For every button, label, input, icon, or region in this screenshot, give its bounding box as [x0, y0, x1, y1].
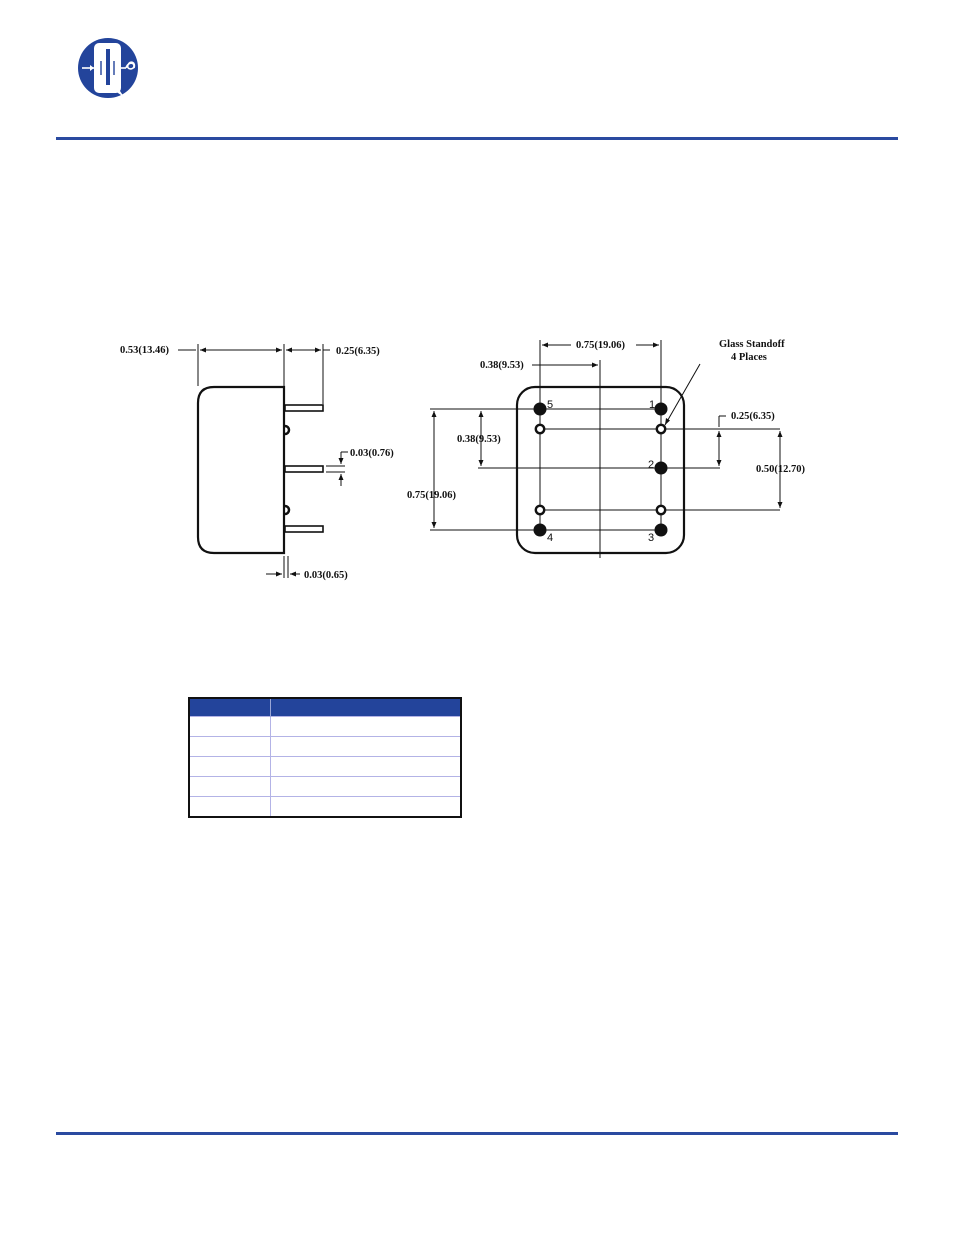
- footer-rule: [56, 1132, 898, 1135]
- pin-number: 5: [547, 399, 554, 411]
- table-cell: [189, 797, 271, 818]
- header-rule: [56, 137, 898, 140]
- bottom-dim-center-y: 0.38(9.53): [457, 434, 501, 445]
- table-cell: [271, 737, 462, 757]
- bottom-view: [430, 340, 780, 558]
- bottom-dim-center-x: 0.38(9.53): [480, 360, 524, 371]
- side-dim-standoff: 0.03(0.65): [304, 570, 348, 581]
- table-row: [189, 797, 461, 818]
- table-header-cell: [189, 698, 271, 717]
- pin-number: 4: [547, 532, 554, 544]
- bottom-dim-height: 0.75(19.06): [407, 490, 456, 501]
- table-header-row: [189, 698, 461, 717]
- table-row: [189, 717, 461, 737]
- table-cell: [271, 717, 462, 737]
- bottom-dim-width: 0.75(19.06): [576, 340, 625, 351]
- table-cell: [189, 777, 271, 797]
- table-row: [189, 737, 461, 757]
- side-view: [178, 344, 348, 578]
- side-dim-body-depth: 0.53(13.46): [120, 345, 169, 356]
- bottom-dim-standoff-spacing: 0.50(12.70): [756, 464, 805, 475]
- pin-number: 3: [648, 532, 655, 544]
- table-cell: [189, 737, 271, 757]
- side-dim-pin-length: 0.25(6.35): [336, 346, 380, 357]
- mechanical-drawing: [0, 320, 954, 600]
- callout-glass-standoff: Glass Standoff: [719, 339, 785, 350]
- table-cell: [271, 757, 462, 777]
- table-cell: [271, 777, 462, 797]
- table-cell: [189, 717, 271, 737]
- table-row: [189, 757, 461, 777]
- pin-number: 2: [648, 459, 655, 471]
- company-logo-icon: [76, 37, 140, 99]
- bottom-dim-standoff-offset: 0.25(6.35): [731, 411, 775, 422]
- table-header-cell: [271, 698, 462, 717]
- table-cell: [271, 797, 462, 818]
- side-dim-pin-width: 0.03(0.76): [350, 448, 394, 459]
- callout-places: 4 Places: [731, 352, 767, 363]
- table-row: [189, 777, 461, 797]
- pin-number: 1: [649, 399, 656, 411]
- pin-connection-table: [188, 697, 462, 818]
- table-cell: [189, 757, 271, 777]
